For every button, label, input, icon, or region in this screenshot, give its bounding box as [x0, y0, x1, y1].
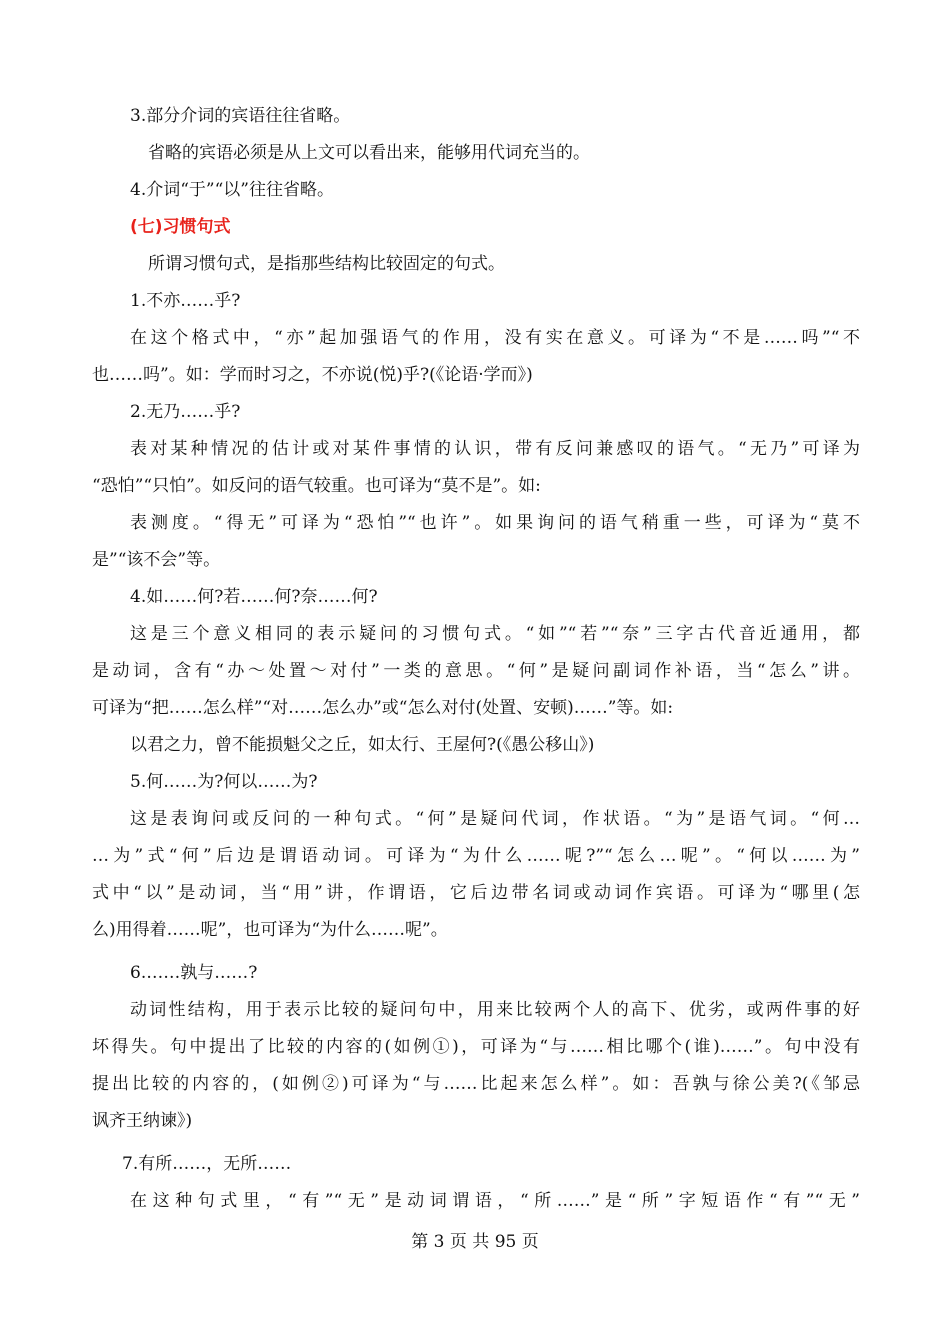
text-line: 表对某种情况的估计或对某件事情的认识，带有反问兼感叹的语气。“无乃”可译为: [130, 439, 860, 459]
text-line: 表测度。“得无”可译为“恐怕”“也许”。如果询问的语气稍重一些，可译为“莫不: [130, 513, 860, 533]
text-line: 6.……孰与……?: [130, 963, 258, 983]
page-number-footer: 第 3 页 共 95 页: [411, 1232, 539, 1252]
text-line: 5.何……为?何以……为?: [130, 772, 318, 792]
text-line: 1.不亦……乎?: [130, 291, 241, 311]
text-line: 这是表询问或反问的一种句式。“何”是疑问代词，作状语。“为”是语气词。“何…: [130, 809, 860, 829]
text-line: 7.有所……，无所……: [122, 1154, 292, 1174]
text-line: 坏得失。句中提出了比较的内容的(如例①)，可译为“与……相比哪个(谁)……”。句中没有: [92, 1037, 860, 1057]
text-line: 是”“该不会”等。: [92, 550, 221, 570]
text-line: 3.部分介词的宾语往往省略。: [130, 106, 351, 126]
text-line: 动词性结构，用于表示比较的疑问句中，用来比较两个人的高下、优劣，或两件事的好: [130, 1000, 860, 1020]
text-line: 在这种句式里，“有”“无”是动词谓语，“所……”是“所”字短语作“有”“无”: [130, 1191, 860, 1211]
text-line: 可译为“把……怎么样”“对……怎么办”或“怎么对付(处置、安顿)……”等。如:: [92, 698, 674, 718]
text-line: 4.如……何?若……何?奈……何?: [130, 587, 378, 607]
text-line: 2.无乃……乎?: [130, 402, 241, 422]
text-line: 讽齐王纳谏》): [92, 1111, 193, 1131]
text-line: 省略的宾语必须是从上文可以看出来，能够用代词充当的。: [148, 143, 590, 163]
text-line: 式中“以”是动词，当“用”讲，作谓语，它后边带名词或动词作宾语。可译为“哪里(怎: [92, 883, 860, 903]
text-line: 在这个格式中，“亦”起加强语气的作用，没有实在意义。可译为“不是……吗”“不: [130, 328, 860, 348]
text-line: 所谓习惯句式，是指那些结构比较固定的句式。: [148, 254, 505, 274]
text-line: 也……吗”。如：学而时习之，不亦说(悦)乎?(《论语·学而》): [92, 365, 533, 385]
text-line: “恐怕”“只怕”。如反问的语气较重。也可译为“莫不是”。如:: [92, 476, 541, 496]
text-line: 4.介词“于”“以”往往省略。: [130, 180, 334, 200]
section-heading: (七)习惯句式: [130, 217, 231, 237]
text-line: 是动词，含有“办～处置～对付”一类的意思。“何”是疑问副词作补语，当“怎么”讲。: [92, 661, 860, 681]
text-line: 这是三个意义相同的表示疑问的习惯句式。“如”“若”“奈”三字古代音近通用，都: [130, 624, 860, 644]
text-line: 提出比较的内容的，(如例②)可译为“与……比起来怎么样”。如：吾孰与徐公美?(《邹忌: [92, 1074, 860, 1094]
text-line: 以君之力，曾不能损魁父之丘，如太行、王屋何?(《愚公移山》): [130, 735, 595, 755]
text-line: 么)用得着……呢”，也可译为“为什么……呢”。: [92, 920, 448, 940]
text-line: …为”式“何”后边是谓语动词。可译为“为什么……呢?”“怎么…呢”。“何以……为”: [92, 846, 860, 866]
